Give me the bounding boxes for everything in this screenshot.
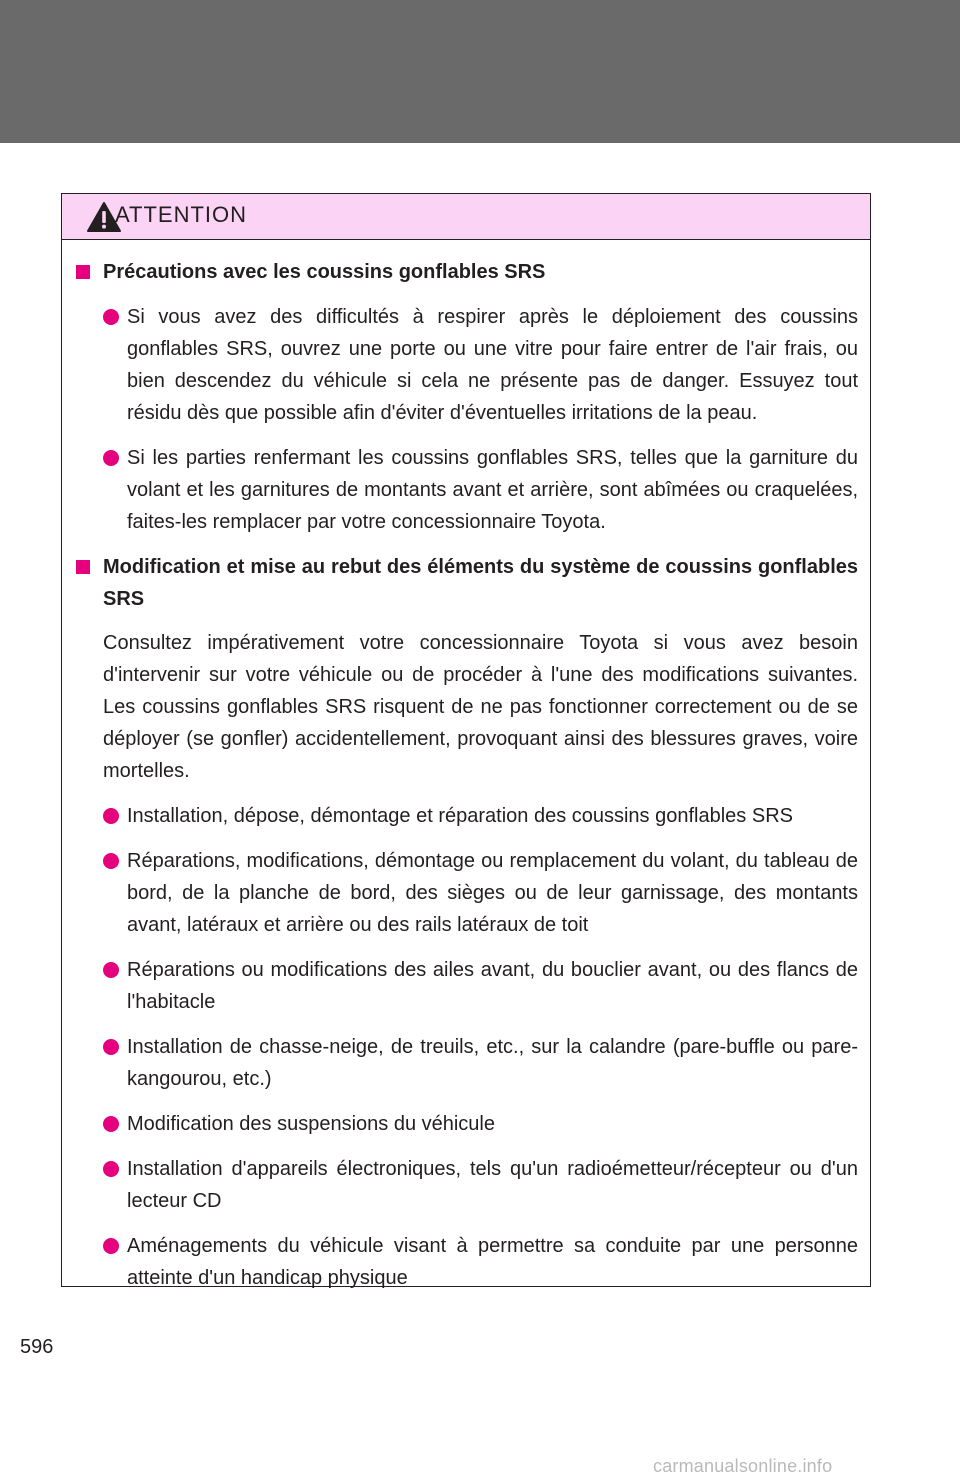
list-item-text: Installation, dépose, démontage et réparation des coussins gonflables SRS bbox=[127, 805, 793, 827]
round-bullet-icon bbox=[103, 853, 119, 869]
attention-header bbox=[62, 194, 870, 240]
list-item-text: Modification des suspensions du véhicule bbox=[127, 1113, 495, 1135]
list-item bbox=[103, 1031, 858, 1095]
round-bullet-icon bbox=[103, 808, 119, 824]
square-bullet-icon bbox=[76, 265, 90, 279]
round-bullet-icon bbox=[103, 450, 119, 466]
section-title: Précautions avec les coussins gonflables SRS bbox=[103, 261, 546, 283]
top-header-band bbox=[0, 0, 960, 143]
list-item bbox=[103, 301, 858, 429]
section-srs-modification bbox=[76, 551, 858, 1294]
attention-box bbox=[61, 193, 871, 1287]
section-srs-precautions bbox=[76, 256, 858, 538]
list-item-text: Installation d'appareils électroniques, tels qu'un radioémetteur/récepteur ou d'un lecteur CD bbox=[127, 1158, 858, 1212]
watermark: carmanualsonline.info bbox=[653, 1456, 833, 1476]
page-number: 596 bbox=[20, 1336, 54, 1358]
round-bullet-icon bbox=[103, 1161, 119, 1177]
list-item bbox=[103, 800, 858, 832]
list-item bbox=[103, 442, 858, 538]
list-item-text: Si les parties renfermant les coussins gonflables SRS, telles que la garniture du volant et les garnitures de montants avant et arrière, sont abîmées ou craquelées, faites-les remplacer par votre concessionnaire Toyota. bbox=[127, 447, 858, 533]
section-title: Modification et mise au rebut des éléments du système de coussins gonflables SRS bbox=[103, 556, 858, 610]
list-item bbox=[103, 1230, 858, 1294]
round-bullet-icon bbox=[103, 962, 119, 978]
list-item-text: Installation de chasse-neige, de treuils, etc., sur la calandre (pare-buffle ou pare-kangourou, etc.) bbox=[127, 1036, 858, 1090]
round-bullet-icon bbox=[103, 1238, 119, 1254]
list-item bbox=[103, 954, 858, 1018]
round-bullet-icon bbox=[103, 309, 119, 325]
list-item-text: Aménagements du véhicule visant à permettre sa conduite par une personne atteinte d'un handicap physique bbox=[127, 1235, 858, 1289]
round-bullet-icon bbox=[103, 1116, 119, 1132]
attention-content bbox=[62, 240, 870, 1294]
list-item bbox=[103, 1108, 858, 1140]
list-item-text: Si vous avez des difficultés à respirer après le déploiement des coussins gonflables SRS, ouvrez une porte ou une vitre pour faire entrer de l'air frais, ou bien descendez du véhicule si cela ne présente pas de danger. Essuyez tout résidu dès que possible afin d'éviter d'éventuelles irritations de la peau. bbox=[127, 306, 858, 424]
list-item-text: Réparations, modifications, démontage ou remplacement du volant, du tableau de bord, de la planche de bord, des sièges ou de leur garnissage, des montants avant, latéraux et arrière ou des rails latéraux de toit bbox=[127, 850, 858, 936]
list-item bbox=[103, 845, 858, 941]
list-item bbox=[103, 1153, 858, 1217]
section-paragraph: Consultez impérativement votre concessionnaire Toyota si vous avez besoin d'intervenir sur votre véhicule ou de procéder à l'une des modifications suivantes. Les coussins gonflables SRS risquent de ne pas fonctionner correctement ou de se déployer (se gonfler) accidentellement, provoquant ainsi des blessures graves, voire mortelles. bbox=[103, 632, 858, 782]
square-bullet-icon bbox=[76, 560, 90, 574]
list-item-text: Réparations ou modifications des ailes avant, du bouclier avant, ou des flancs de l'habitacle bbox=[127, 959, 858, 1013]
round-bullet-icon bbox=[103, 1039, 119, 1055]
attention-title: ATTENTION bbox=[115, 202, 248, 227]
